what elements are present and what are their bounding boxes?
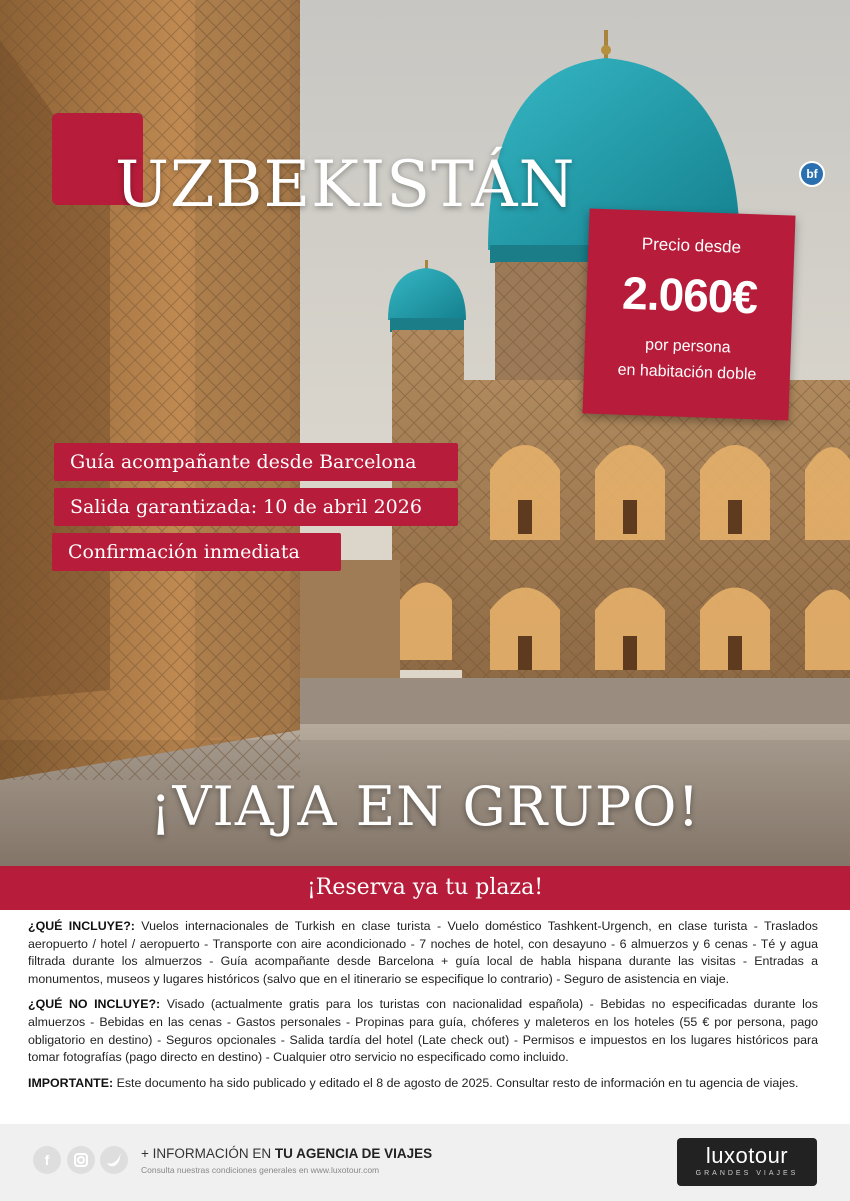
agency-info-bold: TU AGENCIA DE VIAJES <box>274 1146 433 1161</box>
excludes-text: Visado (actualmente gratis para los turistas con nacionalidad española) - Bebidas no especificadas durante los almuerzos - Bebidas en las cenas - Gastos personales - Propinas para guía, chóferes y maleteros en los hoteles (55 € por persona, pago obligatorio en destino) - Seguros opcionales - Salida tardía del hotel (Late check out) - Permisos e impuestos en los lugares históricos para tomar fotografías (pago directo en destino) - Cualquier otro servicio no especificado como incluido. <box>28 997 818 1065</box>
includes-label: ¿QUÉ INCLUYE?: <box>28 919 135 933</box>
important-paragraph <box>28 1075 818 1093</box>
includes-paragraph <box>28 918 818 988</box>
price-value: 2.060€ <box>621 266 758 324</box>
logo-sub-text: GRANDES VIAJES <box>695 1170 799 1177</box>
instagram-icon[interactable] <box>67 1146 95 1174</box>
destination-title: UZBEKISTÁN <box>115 148 576 222</box>
trip-info <box>28 918 818 1100</box>
price-box <box>582 208 795 420</box>
footer <box>0 1124 850 1201</box>
feature-tag-confirmation: Confirmación inmediata <box>52 533 341 571</box>
agency-info-prefix: + INFORMACIÓN EN <box>141 1146 275 1161</box>
feature-tag-departure: Salida garantizada: 10 de abril 2026 <box>54 488 458 526</box>
facebook-icon[interactable]: f <box>33 1146 61 1174</box>
logo-main-text: luxotour <box>705 1143 789 1168</box>
feature-tag-guide: Guía acompañante desde Barcelona <box>54 443 458 481</box>
agency-info <box>141 1146 432 1161</box>
reserve-banner[interactable]: ¡Reserva ya tu plaza! <box>0 866 850 910</box>
important-label: IMPORTANTE: <box>28 1075 114 1090</box>
luxotour-logo <box>677 1138 817 1186</box>
bf-badge-icon: bf <box>799 161 825 187</box>
excludes-paragraph <box>28 996 818 1066</box>
excludes-label: ¿QUÉ NO INCLUYE?: <box>28 997 161 1012</box>
slogan: ¡VIAJA EN GRUPO! <box>149 775 701 838</box>
includes-text: Vuelos internacionales de Turkish en clase turista - Vuelo doméstico Tashkent-Urgench, en clase turista - Traslados aeropuerto / hotel / aeropuerto - Transporte con aire acondicionado - 7 noches de hotel, con desayuno - 6 almuerzos y 6 cenas - Té y agua filtrada durante los almuerzos - Guía acompañante desde Barcelona + guía local de habla hispana durante las visitas - Entradas a monumentos, museos y lugares históricos (salvo que en el itinerario se especifique lo contrario) - Seguro de asistencia en viaje. <box>28 919 818 986</box>
important-text: Este documento ha sido publicado y editado el 8 de agosto de 2025. Consultar resto de información en tu agencia de viajes. <box>113 1075 799 1090</box>
twitter-icon[interactable] <box>100 1146 128 1174</box>
price-note-line1: por persona <box>644 336 731 357</box>
conditions-link[interactable]: Consulta nuestras condiciones generales en www.luxotour.com <box>141 1165 380 1175</box>
price-label: Precio desde <box>641 234 742 257</box>
price-note-line2: en habitación doble <box>617 361 757 384</box>
